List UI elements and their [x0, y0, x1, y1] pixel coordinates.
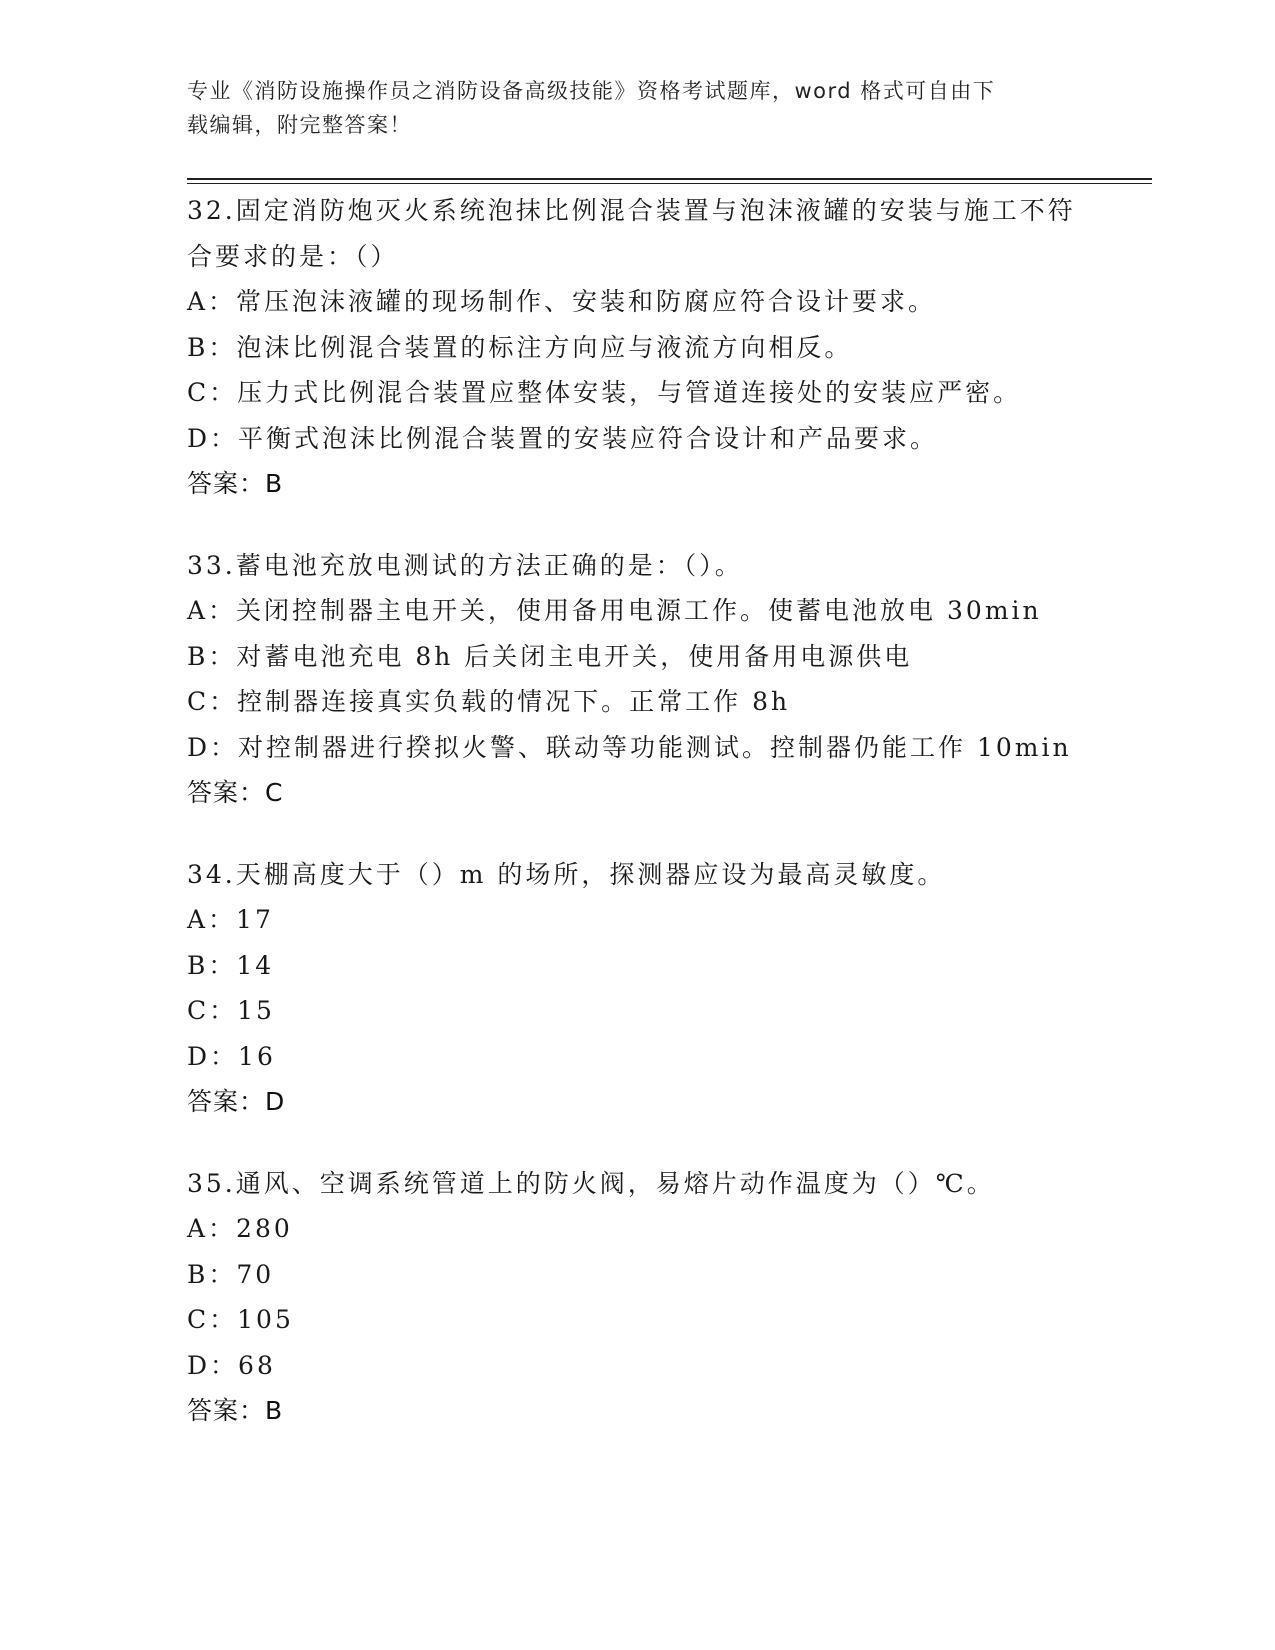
- question-35: [187, 1161, 1147, 1434]
- option-d: D：16: [187, 1041, 276, 1071]
- option-c: C：105: [187, 1305, 294, 1334]
- question-list: [187, 188, 1147, 1470]
- header-line-1: 专业《消防设施操作员之消防设备高级技能》资格考试题库，word 格式可自由下: [187, 79, 996, 103]
- option-a: A：17: [187, 905, 274, 934]
- header-divider-thick: [187, 178, 1152, 180]
- option-b: B：14: [187, 950, 275, 980]
- question-stem: 34.天棚高度大于（）m 的场所，探测器应设为最高灵敏度。: [187, 859, 946, 889]
- answer-line: 答案：B: [187, 1396, 284, 1425]
- question-33: [187, 543, 1147, 816]
- answer-line: 答案：B: [187, 469, 284, 498]
- option-c: C：15: [187, 996, 275, 1025]
- option-d: D：对控制器进行揆拟火警、联动等功能测试。控制器仍能工作 10min: [187, 732, 1072, 762]
- answer-line: 答案：C: [187, 778, 284, 807]
- question-stem: 35.通风、空调系统管道上的防火阀，易熔片动作温度为（）℃。: [187, 1168, 995, 1198]
- option-b: B：70: [187, 1259, 275, 1289]
- option-a: A：关闭控制器主电开关，使用备用电源工作。使蓄电池放电 30min: [187, 596, 1042, 625]
- option-a: A：常压泡沫液罐的现场制作、安装和防腐应符合设计要求。: [187, 287, 937, 316]
- option-c: C：压力式比例混合装置应整体安装，与管道连接处的安装应严密。: [187, 378, 1022, 407]
- question-stem: 32.固定消防炮灭火系统泡抹比例混合装置与泡沫液罐的安装与施工不符合要求的是：（）: [187, 196, 1076, 271]
- option-d: D：68: [187, 1350, 276, 1380]
- answer-line: 答案：D: [187, 1087, 286, 1116]
- option-c: C：控制器连接真实负载的情况下。正常工作 8h: [187, 687, 791, 716]
- document-header: [187, 74, 1067, 142]
- option-a: A：280: [187, 1214, 293, 1243]
- option-b: B：对蓄电池充电 8h 后关闭主电开关，使用备用电源供电: [187, 641, 913, 671]
- header-line-2: 载编辑，附完整答案！: [187, 113, 412, 137]
- question-stem: 33.蓄电池充放电测试的方法正确的是：（）。: [187, 550, 743, 580]
- option-d: D：平衡式泡沫比例混合装置的安装应符合设计和产品要求。: [187, 423, 939, 453]
- question-34: [187, 852, 1147, 1125]
- question-32: [187, 188, 1147, 507]
- option-b: B：泡沫比例混合装置的标注方向应与液流方向相反。: [187, 332, 853, 362]
- header-divider-thin: [187, 183, 1152, 184]
